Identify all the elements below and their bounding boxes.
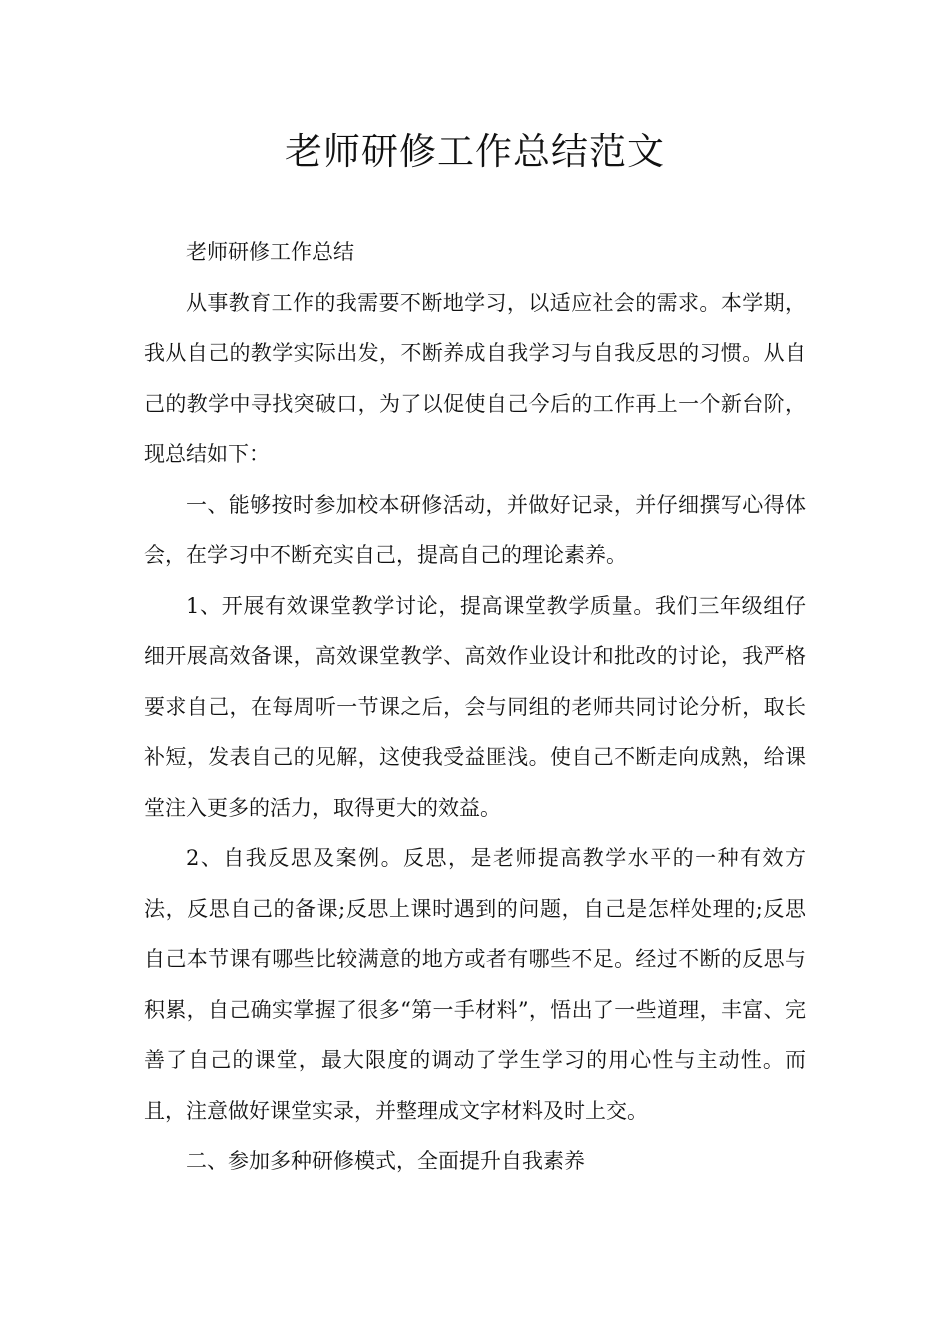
paragraph-item-two: 2、自我反思及案例。反思，是老师提高教学水平的一种有效方法，反思自己的备课;反思上课时遇到的问题，自己是怎样处理的;反思自己本节课有哪些比较满意的地方或者有哪些不足。经过不断的反思与积累，自己确实掌握了很多“第一手材料”，悟出了一些道理，丰富、完善了自己的课堂，最大限度的调动了学生学习的用心性与主动性。而且，注意做好课堂实录，并整理成文字材料及时上交。 xyxy=(144,846,806,1123)
paragraph-item-one: 1、开展有效课堂教学讨论，提高课堂教学质量。我们三年级组仔细开展高效备课，高效课堂教学、高效作业设计和批改的讨论，我严格要求自己，在每周听一节课之后，会与同组的老师共同讨论分析，取长补短，发表自己的见解，这使我受益匪浅。使自己不断走向成熟，给课堂注入更多的活力，取得更大的效益。 xyxy=(144,593,806,820)
paragraph-subtitle: 老师研修工作总结 xyxy=(186,240,354,264)
paragraph-section-two: 二、参加多种研修模式，全面提升自我素养 xyxy=(186,1149,585,1173)
paragraph-intro: 从事教育工作的我需要不断地学习，以适应社会的需求。本学期，我从自己的教学实际出发，不断养成自我学习与自我反思的习惯。从自己的教学中寻找突破口，为了以促使自己今后的工作再上一个新台阶，现总结如下： xyxy=(144,290,806,466)
document-body xyxy=(144,227,806,1187)
document-title: 老师研修工作总结范文 xyxy=(285,130,665,173)
paragraph-section-one: 一、能够按时参加校本研修活动，并做好记录，并仔细撰写心得体会，在学习中不断充实自己，提高自己的理论素养。 xyxy=(144,492,806,567)
